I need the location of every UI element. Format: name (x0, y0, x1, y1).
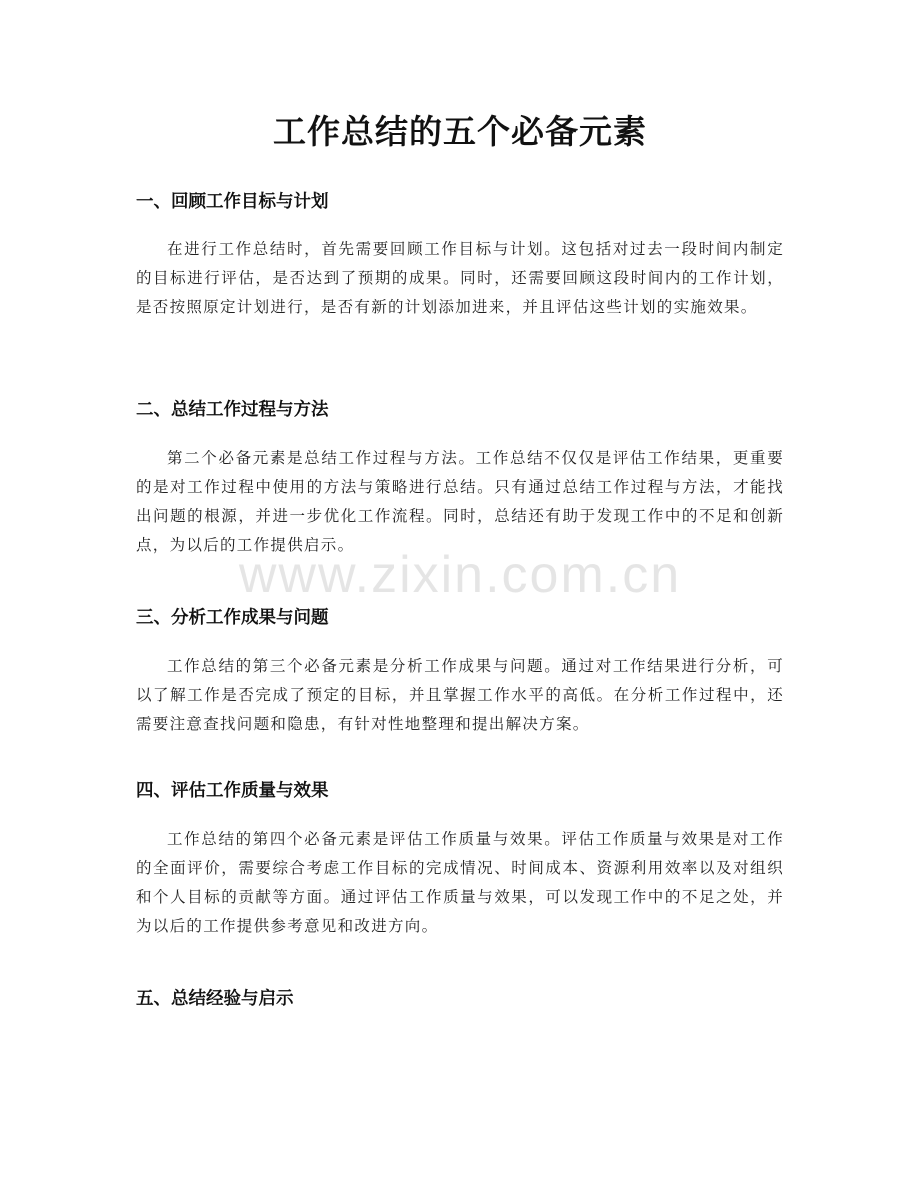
watermark-text: www.zixin.com.cn (238, 546, 682, 604)
page-title: 工作总结的五个必备元素 (273, 112, 647, 151)
section-body-2: 第二个必备元素是总结工作过程与方法。工作总结不仅仅是评估工作结果，更重要的是对工作过程中使用的方法与策略进行总结。只有通过总结工作过程与方法，才能找出问题的根源，并进一步优化工作流程。同时，总结还有助于发现工作中的不足和创新点，为以后的工作提供启示。 (136, 449, 784, 554)
section-heading-2: 二、总结工作过程与方法 (136, 400, 329, 420)
section-heading-3: 三、分析工作成果与问题 (136, 608, 329, 628)
section-body-3: 工作总结的第三个必备元素是分析工作成果与问题。通过对工作结果进行分析，可以了解工作是否完成了预定的目标，并且掌握工作水平的高低。在分析工作过程中，还需要注意查找问题和隐患，有针对性地整理和提出解决方案。 (136, 657, 784, 733)
section-heading-5: 五、总结经验与启示 (136, 989, 294, 1009)
section-heading-1: 一、回顾工作目标与计划 (136, 192, 329, 212)
section-heading-4: 四、评估工作质量与效果 (136, 781, 329, 801)
section-body-4: 工作总结的第四个必备元素是评估工作质量与效果。评估工作质量与效果是对工作的全面评价，需要综合考虑工作目标的完成情况、时间成本、资源利用效率以及对组织和个人目标的贡献等方面。通过评估工作质量与效果，可以发现工作中的不足之处，并为以后的工作提供参考意见和改进方向。 (136, 830, 784, 935)
section-body-1: 在进行工作总结时，首先需要回顾工作目标与计划。这包括对过去一段时间内制定的目标进行评估，是否达到了预期的成果。同时，还需要回顾这段时间内的工作计划，是否按照原定计划进行，是否有新的计划添加进来，并且评估这些计划的实施效果。 (136, 240, 784, 316)
